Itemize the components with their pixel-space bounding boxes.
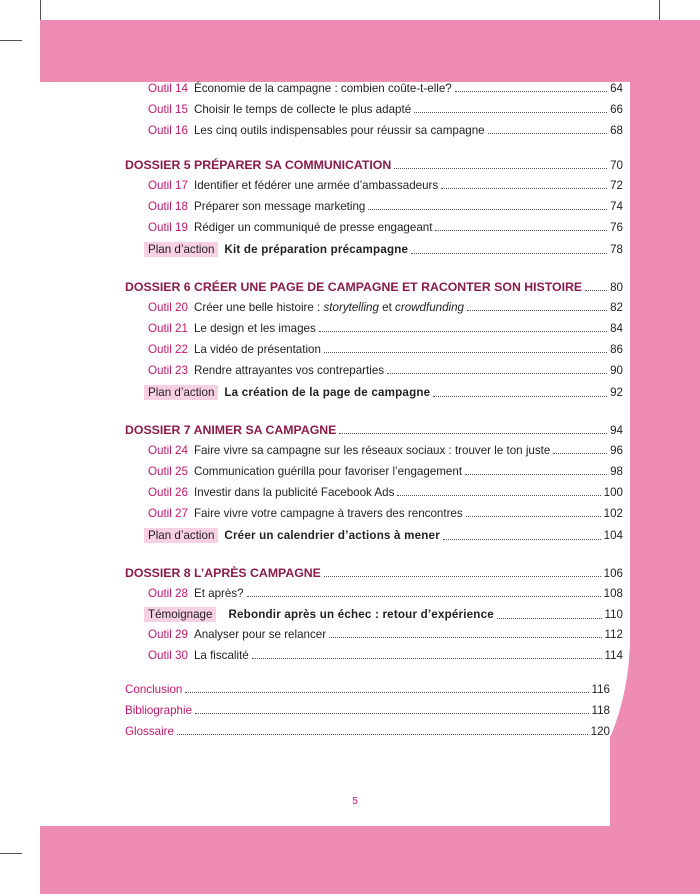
dot-leader <box>177 733 588 735</box>
dossier-title: DOSSIER 6 CRÉER UNE PAGE DE CAMPAGNE ET RACONTER SON HISTOIRE <box>125 280 583 294</box>
dot-leader <box>387 372 607 374</box>
entry-page: 84 <box>610 322 623 335</box>
dot-leader <box>414 111 607 113</box>
entry-title: Identifier et fédérer une armée d’ambassadeurs <box>193 179 439 192</box>
entry-title: Rendre attrayantes vos contreparties <box>193 364 385 377</box>
toc-entry[interactable] <box>148 301 623 314</box>
toc-entry-testimony[interactable] <box>148 607 623 622</box>
dot-leader <box>467 309 607 311</box>
dossier-heading[interactable] <box>125 158 623 172</box>
toc-entry[interactable] <box>148 200 623 213</box>
entry-title: Analyser pour se relancer <box>193 628 327 641</box>
entry-page: 64 <box>610 82 623 95</box>
entry-tag: Outil 24 <box>148 444 188 457</box>
toc-entry-action-plan[interactable] <box>148 242 623 257</box>
backmatter-title: Conclusion <box>125 683 183 696</box>
entry-title: Rédiger un communiqué de presse engageant <box>193 221 433 234</box>
backmatter-title: Glossaire <box>125 725 174 738</box>
toc-entry[interactable] <box>148 507 623 520</box>
dot-leader <box>394 167 607 169</box>
entry-tag: Outil 22 <box>148 343 188 356</box>
dossier-heading[interactable] <box>125 423 623 437</box>
dossier-title: DOSSIER 7 ANIMER SA CAMPAGNE <box>125 423 337 437</box>
entry-title: La création de la page de campagne <box>224 386 431 399</box>
entry-tag: Outil 27 <box>148 507 188 520</box>
dot-leader <box>397 494 600 496</box>
toc-entry[interactable] <box>148 465 623 478</box>
entry-tag: Outil 20 <box>148 301 188 314</box>
entry-page: 114 <box>604 649 623 662</box>
entry-page: 66 <box>610 103 623 116</box>
toc-entry[interactable] <box>148 103 623 116</box>
backmatter-title: Bibliographie <box>125 704 193 717</box>
page-number: 5 <box>352 796 358 807</box>
dot-leader <box>465 473 607 475</box>
entry-tag: Outil 23 <box>148 364 188 377</box>
dot-leader <box>443 538 601 540</box>
toc-entry[interactable] <box>148 587 623 600</box>
toc-entry[interactable] <box>148 343 623 356</box>
entry-title: Kit de préparation précampagne <box>224 243 409 256</box>
entry-title-italic: crowdfunding <box>395 301 465 314</box>
entry-title: Communication guérilla pour favoriser l’engagement <box>193 465 463 478</box>
dot-leader <box>585 289 607 291</box>
entry-tag: Plan d’action <box>144 385 218 400</box>
entry-title: Rebondir après un échec : retour d’expérience <box>228 608 494 621</box>
entry-tag: Outil 21 <box>148 322 188 335</box>
entry-page: 112 <box>604 628 623 641</box>
toc-backmatter[interactable] <box>125 704 610 717</box>
entry-page: 90 <box>610 364 623 377</box>
entry-page: 70 <box>610 159 623 172</box>
dot-leader <box>247 595 601 597</box>
dot-leader <box>497 617 602 619</box>
dot-leader <box>339 432 607 434</box>
entry-tag: Plan d’action <box>144 242 218 257</box>
toc-entry[interactable] <box>148 444 623 457</box>
entry-tag: Témoignage <box>144 607 216 622</box>
toc-entry[interactable] <box>148 649 623 662</box>
toc-entry[interactable] <box>148 364 623 377</box>
dossier-title: DOSSIER 5 PRÉPARER SA COMMUNICATION <box>125 158 392 172</box>
dot-leader <box>368 208 607 210</box>
entry-tag: Outil 30 <box>148 649 188 662</box>
toc-entry[interactable] <box>148 124 623 137</box>
entry-page: 100 <box>603 486 623 499</box>
entry-title: Créer un calendrier d’actions à mener <box>224 529 440 542</box>
entry-page: 108 <box>603 587 623 600</box>
entry-page: 72 <box>610 179 623 192</box>
entry-page: 92 <box>610 386 623 399</box>
entry-page: 96 <box>610 444 623 457</box>
entry-title-italic: storytelling <box>323 301 379 314</box>
entry-tag: Outil 15 <box>148 103 188 116</box>
dot-leader <box>324 575 601 577</box>
dot-leader <box>252 657 602 659</box>
entry-tag: Outil 28 <box>148 587 188 600</box>
entry-page: 106 <box>603 567 623 580</box>
entry-page: 74 <box>610 200 623 213</box>
entry-title: Le design et les images <box>193 322 316 335</box>
toc-entry[interactable] <box>148 322 623 335</box>
entry-title: Économie de la campagne : combien coûte-t-elle? <box>193 82 452 95</box>
toc-entry-action-plan[interactable] <box>148 385 623 400</box>
entry-page: 82 <box>610 301 623 314</box>
entry-page: 68 <box>610 124 623 137</box>
toc-entry-action-plan[interactable] <box>148 528 623 543</box>
entry-title-part: et <box>378 301 396 314</box>
entry-title-part: Créer une belle histoire : <box>193 301 324 314</box>
entry-title: Faire vivre votre campagne à travers des rencontres <box>193 507 463 520</box>
dot-leader <box>553 452 607 454</box>
toc-entry[interactable] <box>148 628 623 641</box>
entry-page: 86 <box>610 343 623 356</box>
entry-title: Les cinq outils indispensables pour réussir sa campagne <box>193 124 485 137</box>
entry-tag: Outil 14 <box>148 82 188 95</box>
dot-leader <box>411 252 607 254</box>
entry-page: 78 <box>610 243 623 256</box>
entry-tag: Outil 18 <box>148 200 188 213</box>
dot-leader <box>441 187 607 189</box>
dot-leader <box>324 351 607 353</box>
entry-title: La fiscalité <box>193 649 249 662</box>
entry-page: 76 <box>610 221 623 234</box>
dot-leader <box>435 229 607 231</box>
entry-page: 118 <box>591 704 610 717</box>
entry-page: 98 <box>610 465 623 478</box>
entry-title: Choisir le temps de collecte le plus adapté <box>193 103 412 116</box>
entry-title <box>194 301 464 314</box>
entry-tag: Outil 16 <box>148 124 188 137</box>
toc-entry[interactable] <box>148 221 623 234</box>
toc-backmatter[interactable] <box>125 683 610 696</box>
entry-page: 80 <box>610 281 623 294</box>
dossier-heading[interactable] <box>125 566 623 580</box>
dossier-title: DOSSIER 8 L’APRÈS CAMPAGNE <box>125 566 321 580</box>
entry-page: 94 <box>610 424 623 437</box>
toc-entry[interactable] <box>148 486 623 499</box>
entry-title: Faire vivre sa campagne sur les réseaux sociaux : trouver le ton juste <box>193 444 551 457</box>
toc-backmatter[interactable] <box>125 725 610 738</box>
entry-title: La vidéo de présentation <box>193 343 321 356</box>
entry-page: 116 <box>591 683 610 696</box>
dot-leader <box>466 515 601 517</box>
entry-page: 104 <box>603 529 623 542</box>
toc-entry[interactable] <box>148 179 623 192</box>
entry-tag: Outil 17 <box>148 179 188 192</box>
dot-leader <box>455 90 607 92</box>
entry-tag: Plan d’action <box>144 528 218 543</box>
dot-leader <box>329 636 601 638</box>
dot-leader <box>488 132 607 134</box>
entry-page: 110 <box>604 608 623 621</box>
toc-entry[interactable] <box>148 82 623 95</box>
dossier-heading[interactable] <box>125 280 623 294</box>
entry-title: Investir dans la publicité Facebook Ads <box>193 486 395 499</box>
entry-tag: Outil 19 <box>148 221 188 234</box>
entry-tag: Outil 25 <box>148 465 188 478</box>
dot-leader <box>433 395 607 397</box>
entry-tag: Outil 26 <box>148 486 188 499</box>
entry-title: Et après? <box>193 587 244 600</box>
dot-leader <box>319 330 607 332</box>
entry-tag: Outil 29 <box>148 628 188 641</box>
dot-leader <box>195 712 588 714</box>
dot-leader <box>185 691 588 693</box>
entry-page: 120 <box>590 725 610 738</box>
entry-page: 102 <box>603 507 623 520</box>
entry-title: Préparer son message marketing <box>193 200 366 213</box>
